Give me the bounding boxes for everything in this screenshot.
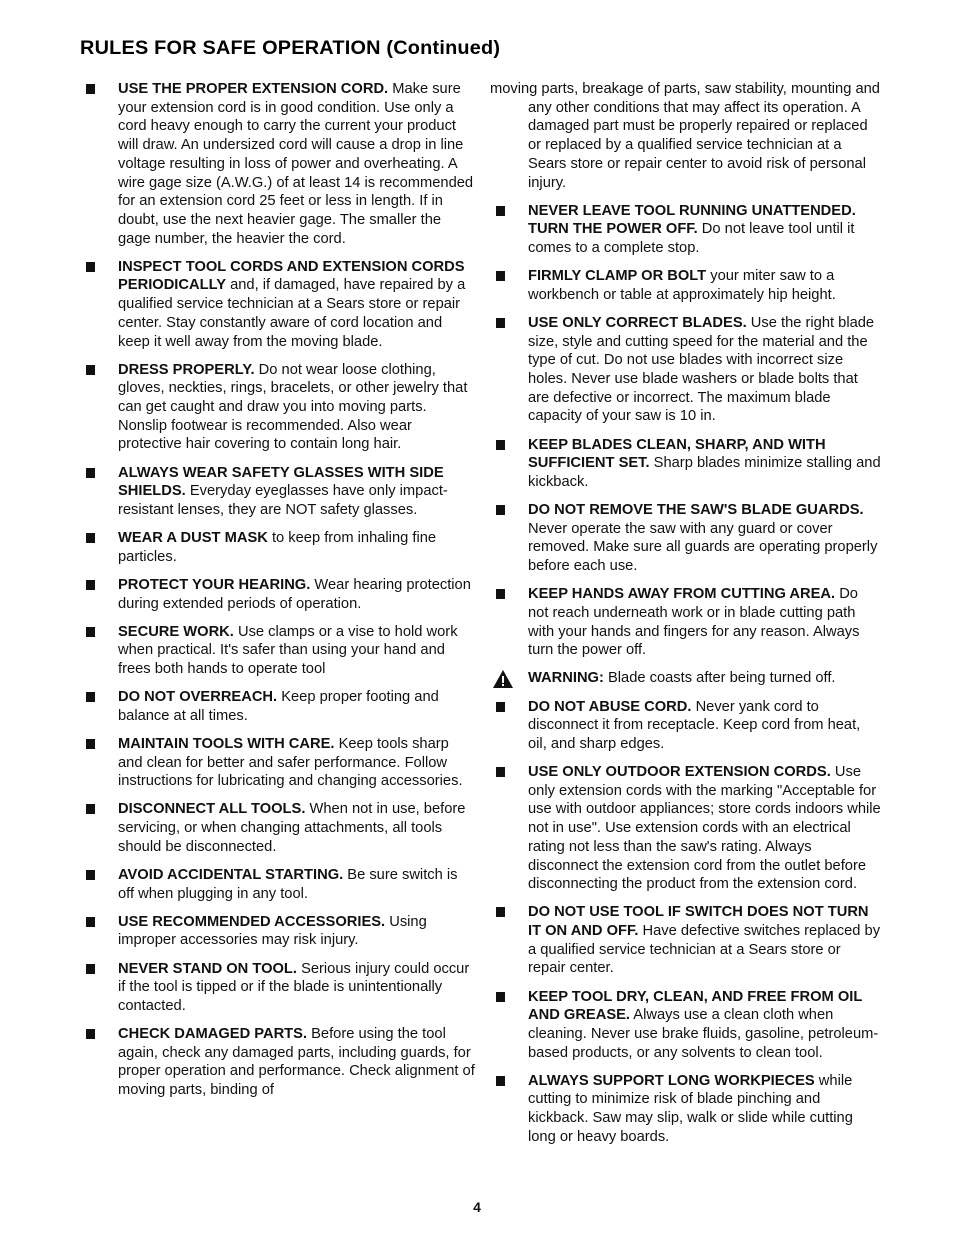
rule-item: [80, 623, 476, 679]
square-bullet-icon: [86, 84, 95, 94]
rule-item: [80, 800, 476, 856]
square-bullet-icon: [496, 440, 505, 450]
rule-item: [80, 866, 476, 903]
square-bullet-icon: [496, 767, 505, 777]
rule-item: [490, 501, 882, 576]
rule-heading: DISCONNECT ALL TOOLS.: [118, 801, 306, 818]
rule-text: to keep from inhaling fine particles.: [118, 530, 437, 565]
square-bullet-icon: [86, 468, 95, 478]
page-title: RULES FOR SAFE OPERATION (Continued): [80, 37, 501, 59]
rule-heading: PROTECT YOUR HEARING.: [118, 576, 311, 593]
rule-heading: INSPECT TOOL CORDS AND EXTENSION CORDS PERIODICALLY: [118, 258, 465, 294]
rule-item: [80, 464, 476, 520]
rule-text: your miter saw to a workbench or table at approximately hip height.: [528, 268, 836, 303]
left-column: [80, 80, 476, 1109]
square-bullet-icon: [496, 318, 505, 328]
continued-text: moving parts, breakage of parts, saw stability, mounting and any other conditions that may affect its operation. A damaged part must be properly repaired or replaced or replaced by a qualified service technician at a Sears store or repair center to avoid risk of personal injury.: [490, 81, 880, 191]
rule-text: Make sure your extension cord is in good condition. Use only a cord heavy enough to carry the current your product will draw. An undersized cord will cause a drop in line voltage resulting in loss of power and overheating. A wire gage size (A.W.G.) of at least 14 is recommended for an extension cord 25 feet or less in length. If in doubt, use the next heavier gage. The smaller the gage number, the heavier the cord.: [118, 81, 474, 247]
rule-text: Keep proper footing and balance at all times.: [118, 689, 439, 724]
rule-text: Use the right blade size, style and cutting speed for the material and the type of cut. Do not use blades with incorrect size holes. Never use blade washers or blade bolts that are defective or incorrect. The maximum blade capacity of your saw is 10 in.: [528, 314, 875, 425]
rule-text: Everyday eyeglasses have only impact-resistant lenses, they are NOT safety glasses.: [118, 483, 448, 518]
rule-item: [490, 988, 882, 1063]
right-column: [490, 80, 882, 1156]
rule-text: Using improper accessories may risk injury.: [118, 913, 427, 949]
rule-heading: SECURE WORK.: [118, 623, 234, 640]
rule-heading: NEVER LEAVE TOOL RUNNING UNATTENDED. TURN THE POWER OFF.: [528, 202, 856, 238]
rule-text: Be sure switch is off when plugging in any tool.: [118, 866, 458, 902]
rule-text: Before using the tool again, check any damaged parts, including guards, for proper operation and performance. Check alignment of moving parts, binding of: [118, 1026, 475, 1099]
rule-heading: CHECK DAMAGED PARTS.: [118, 1026, 308, 1043]
rule-heading: NEVER STAND ON TOOL.: [118, 960, 297, 977]
square-bullet-icon: [496, 907, 505, 917]
square-bullet-icon: [86, 964, 95, 974]
square-bullet-icon: [496, 702, 505, 712]
rule-item: [490, 763, 882, 894]
rule-item: [80, 1025, 476, 1100]
square-bullet-icon: [86, 365, 95, 375]
rule-item: [80, 960, 476, 1016]
rule-text: Always use a clean cloth when cleaning. Never use brake fluids, gasoline, petroleum-based products, or any solvents to clean tool.: [528, 1007, 879, 1061]
rule-item: [490, 1072, 882, 1147]
square-bullet-icon: [86, 533, 95, 543]
rule-text: Never operate the saw with any guard or cover removed. Make sure all guards are operating properly before each use.: [528, 520, 878, 575]
rule-heading: DO NOT OVERREACH.: [118, 689, 278, 706]
rule-item: [490, 903, 882, 978]
rule-item: [80, 576, 476, 613]
rule-heading: MAINTAIN TOOLS WITH CARE.: [118, 735, 335, 752]
rule-text: Sharp blades minimize stalling and kickback.: [528, 455, 881, 490]
square-bullet-icon: [86, 739, 95, 749]
rule-heading: AVOID ACCIDENTAL STARTING.: [118, 866, 344, 883]
rule-item: [490, 267, 882, 304]
rule-text: Do not wear loose clothing, gloves, neckties, rings, bracelets, or other jewelry that can get caught and draw you into moving parts. Nonslip footwear is recommended. Also wear protective hair covering to contain long hair.: [118, 361, 468, 453]
rule-text: Do not reach underneath work or in blade cutting path with your hands and fingers for any reason. Always turn the power off.: [528, 586, 860, 659]
page-number: 4: [473, 1199, 481, 1215]
rule-heading: FIRMLY CLAMP OR BOLT: [528, 268, 707, 285]
rule-heading: WEAR A DUST MASK: [118, 530, 268, 547]
rule-item: [490, 314, 882, 426]
square-bullet-icon: [496, 271, 505, 281]
rule-heading: USE ONLY OUTDOOR EXTENSION CORDS.: [528, 764, 831, 781]
rule-item: [490, 698, 882, 754]
rule-item: [80, 529, 476, 566]
square-bullet-icon: [496, 992, 505, 1002]
square-bullet-icon: [86, 870, 95, 880]
rule-item: [80, 735, 476, 791]
square-bullet-icon: [86, 917, 95, 927]
square-bullet-icon: [496, 1076, 505, 1086]
rule-heading: USE RECOMMENDED ACCESSORIES.: [118, 913, 386, 930]
square-bullet-icon: [86, 627, 95, 637]
rule-item: [80, 688, 476, 725]
square-bullet-icon: [496, 505, 505, 515]
square-bullet-icon: [496, 206, 505, 216]
rule-text: Use only extension cords with the marking "Acceptable for use with outdoor appliances; store cords indoors while not in use". Use extension cords with an electrical rating not less than the saw's rating. Always disconnect the extension cord from the outlet before disconnecting the product from the extension cord.: [528, 764, 881, 893]
square-bullet-icon: [86, 262, 95, 272]
rule-heading: KEEP BLADES CLEAN, SHARP, AND WITH SUFFICIENT SET.: [528, 436, 826, 472]
rule-heading: ALWAYS SUPPORT LONG WORKPIECES: [528, 1072, 815, 1089]
square-bullet-icon: [86, 804, 95, 814]
warning-triangle-icon: [492, 669, 514, 689]
rule-item: [80, 361, 476, 455]
rule-text: Have defective switches replaced by a qualified service technician at a Sears store or repair center.: [528, 923, 881, 977]
rule-text: while cutting to minimize risk of blade pinching and kickback. Saw may slip, walk or slide while cutting long or heavy boards.: [528, 1072, 853, 1145]
rule-heading: USE ONLY CORRECT BLADES.: [528, 314, 747, 331]
rule-text: When not in use, before servicing, or when changing attachments, all tools should be disconnected.: [118, 801, 466, 855]
square-bullet-icon: [86, 580, 95, 590]
rule-heading: ALWAYS WEAR SAFETY GLASSES WITH SIDE SHIELDS.: [118, 464, 444, 500]
warning-heading: WARNING:: [528, 670, 604, 687]
rule-text: Serious injury could occur if the tool is tipped or if the blade is unintentionally contacted.: [118, 960, 470, 1014]
warning-text: Blade coasts after being turned off.: [603, 670, 836, 687]
rule-text: Keep tools sharp and clean for better and safer performance. Follow instructions for lubricating and changing accessories.: [118, 735, 463, 790]
rule-heading: DO NOT USE TOOL IF SWITCH DOES NOT TURN IT ON AND OFF.: [528, 904, 869, 940]
rule-item: [80, 258, 476, 352]
rule-heading: KEEP TOOL DRY, CLEAN, AND FREE FROM OIL AND GREASE.: [528, 988, 863, 1024]
rule-item: [80, 80, 476, 248]
rule-text: Do not leave tool until it comes to a complete stop.: [528, 221, 855, 257]
square-bullet-icon: [86, 692, 95, 702]
rule-heading: KEEP HANDS AWAY FROM CUTTING AREA.: [528, 586, 836, 603]
rule-item: [80, 913, 476, 950]
rule-heading: DO NOT REMOVE THE SAW'S BLADE GUARDS.: [528, 502, 864, 519]
rule-heading: DO NOT ABUSE CORD.: [528, 698, 692, 715]
square-bullet-icon: [496, 589, 505, 599]
rule-text: Wear hearing protection during extended periods of operation.: [118, 576, 471, 612]
rule-text: Use clamps or a vise to hold work when practical. It's safer than using your hand and frees both hands to operate tool: [118, 623, 458, 678]
rule-item: [490, 202, 882, 258]
rule-item: [490, 436, 882, 492]
rule-item: [490, 585, 882, 660]
square-bullet-icon: [86, 1029, 95, 1039]
rule-heading: USE THE PROPER EXTENSION CORD.: [118, 81, 389, 97]
rule-heading: DRESS PROPERLY.: [118, 361, 255, 378]
rule-text: Never yank cord to disconnect it from receptacle. Keep cord from heat, oil, and sharp edges.: [528, 698, 861, 752]
warning-item: [490, 669, 882, 688]
rule-text: and, if damaged, have repaired by a qualified service technician at a Sears store or repair center. Stay constantly aware of cord location and keep it well away from the moving blade.: [118, 277, 466, 350]
